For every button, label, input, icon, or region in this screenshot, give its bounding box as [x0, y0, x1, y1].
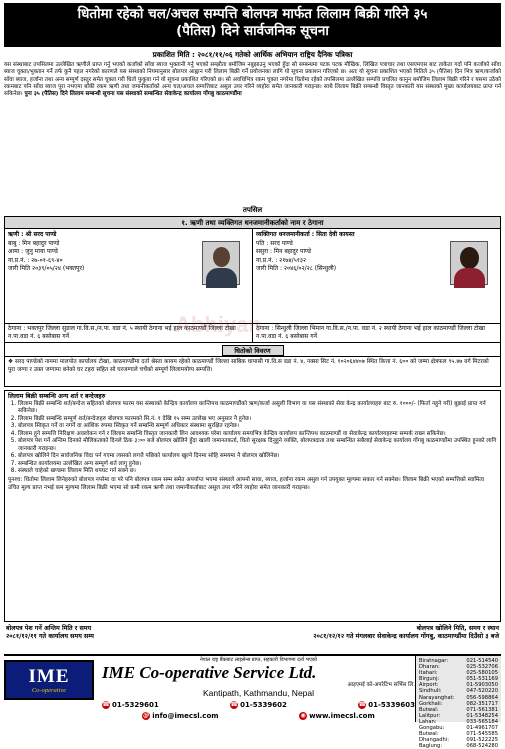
- phone-3-text: 01-5339603: [368, 701, 415, 709]
- phone-icon: ☎: [230, 701, 238, 708]
- term-item: 7. सम्बन्धित कार्यालयमा उल्लेखित अन्य सम्पूर्ण शर्त लागु हुनेछ।: [18, 461, 497, 469]
- branch-phone: 01-4961707: [466, 725, 498, 732]
- branch-phone: 082-351717: [466, 700, 498, 707]
- branch-phone: 051-531169: [466, 676, 498, 683]
- terms-section: [4, 390, 501, 622]
- collateral-section: [5, 342, 500, 386]
- phone-1-text: 01-5329601: [112, 701, 159, 709]
- borrower-detail: जारी मिति २०३९/०५/२४ (भक्तपुर): [8, 265, 85, 273]
- company-name: IME Co-operative Service Ltd.: [102, 663, 317, 682]
- branch-name: Lahan:: [419, 718, 437, 725]
- term-item: 5. बोलपत्र पेश गर्ने अन्तिम दिनको मौलिकताको दिनले ठिक ३:०० बजे बोलपत्र खोलिने हुँदा खाली जमानतकर्ता, धितो सुरक्षक दिनुहुने व्यक्ति, बोलपत्रदाता तथा सम्बन्धित सबैलाई सेवाकेन्द्र कार्यालय गोंगबु काठमाण्डौंमा उपस्थित हुनको लागि जानकारी गराइन्छ।: [18, 438, 497, 453]
- branch-name: Itahari:: [419, 670, 438, 677]
- website-text: www.imecsl.com: [309, 712, 375, 720]
- term-item: 6. बोलपत्र खोलिने दिन सार्वजनिक विदा पर्न गएमा त्यसको लगत्तै पछिको कार्यालय खुल्ने दिनमा सोहि समयमा नै बोलपत्र खोलिनेछ।: [18, 453, 497, 461]
- email-icon: @: [143, 712, 150, 719]
- branch-phone: 068-524280: [466, 743, 498, 749]
- deadline-row: [4, 625, 501, 641]
- branch-name: Gorkhali:: [419, 700, 443, 707]
- headline-line-1: धितोमा रहेको चल/अचल सम्पत्ति बोलपत्र मार्फत लिलाम बिक्री गरिने ३५: [77, 6, 428, 22]
- notice-body-bold: पुनः ३५ (पैतिस) दिने लिलाम सम्बन्धी सूचना यस संस्थाको सम्बन्धित सेवाकेन्द्र कार्यालय गोंगबु काठमाण्डौंमा: [24, 91, 242, 98]
- headline-line-2: (पैतिस) दिने सार्वजनिक सूचना: [176, 23, 329, 39]
- email-text: info@imecsl.com: [152, 712, 219, 720]
- branch-phone: 033-565184: [466, 718, 498, 725]
- logo-block: [4, 656, 96, 722]
- notice-headline: [4, 3, 501, 47]
- phone-2[interactable]: [230, 701, 287, 709]
- guarantor-detail: पति : सरद पाण्डे: [256, 239, 293, 247]
- notice-body-text: यस संस्थाबाट तपसिलमा उल्लेखित ऋणीले प्राप्त गर्नु भएको कर्जाको साँवा ब्याज भुक्तानी गर्नु भएको सम्झौता बमोजिम नबुझाउनु भएको हुँदा सो सम्बन्धमा पटक पटक मौखिक, लिखित पत्राचार तथा एसएमएस बाट ताकेता गर्दा पनि कर्जाको साँवा ब्याज चुक्ता/भुक्तान गर्ने तर्फ कुनै पहल नगरेको कारणले यस संस्थाको नियमानुसार बोलपत्र आह्वान गरी लिलाम बिक्री गर्ने प्रयोजनका लागि यो सूचना प्रकाशन गरिएको छ। अतः यो सूचना प्रकाशित भएको मितिले ३५ (पैतिस) दिन भित्र ऋण/कर्जाको साँवा ब्याज, हर्जाना तथा अन्य सम्पूर्ण दस्तुर समेत चुक्ता गरी धितो फुकुवा गर्न यो सूचना प्रकाशित गरिएको छ। सो अवधिभित्र रकम चुक्ता नगरेमा धितोमा रहेको तपसिलमा उल्लेखित सम्पत्ति प्रचलित कानुन बमोजिम लिलाम बिक्री गरिने र यसमा उठेको रकमबाट पनि साँवा ब्याज पूरा नभएमा बाँकी रकम ऋणी तथा जमानीकर्ताको अन्य चल/अचल सम्पत्तिबाट असुल उपर गरिने व्यहोरा समेत जानकारी गराइन्छ। साथै लिलाम बिक्री सम्बन्धी विस्तृत जानकारी यस संस्थाको मुख्य कार्यालयबाट प्राप्त गर्न सकिनेछ।: [4, 62, 501, 98]
- contact-row: [102, 701, 415, 709]
- term-item: 4. लिलाम हुने सम्पत्ति निरिक्षण अवलोकन गर्न र लिलाम सम्बन्धि विस्तृत जानकारी लिन आवश्यक परेमा कार्यालय समयभित्र केन्द्रिय कार्यालय कान्तिपथ काठमाण्डौं वा सेवाकेन्द्र कार्यालयहरुमा सम्पर्क राख्न सकिनेछ।: [18, 431, 497, 439]
- publication-date: प्रकाशित मिति : २०८१/११/०६ गतेको आर्थिक अभियान राष्ट्रिय दैनिक पत्रिका: [152, 50, 353, 59]
- party-table-heading: १. ऋणी तथा व्यक्तिगत धनजमानीकर्ताको नाम र ठेगाना: [5, 217, 500, 229]
- branch-phone: 025-532706: [466, 664, 498, 671]
- term-item: 3. बोलपत्र स्विकृत गर्ने वा नगर्ने वा आंशिक रुपमा स्विकृत गर्ने सम्बन्धि सम्पूर्ण अधिकार संस्थामा सुरक्षित रहनेछ।: [18, 423, 497, 431]
- company-name-nepali: आइएमई को-अपरेटिभ सर्भिस लि.: [347, 682, 415, 688]
- terms-note: पुनश्च: धितोमा लिलाम लिनेहरुको बोलपत्र नपरेमा वा परे पनि बोलपत्र रकम सम्म समेत अपर्याप्त भएमा संस्थाले आफ्नो सावा, ब्याज, हर्जाना रकम असुल गर्न उपयुक्त मूल्यमा सकार गर्न सक्नेछ। लिलाम बिक्री भएको सम्पत्तिको स्वामित्व उचित मूल्य प्राप्त नभई कम मूल्यमा लिलाम बिक्री भएमा सो कमी रकम ऋणी तथा जमानीकर्ताबाट असुल उपर गरिने व्यहोरा समेत जानकारी गराइन्छ।: [8, 477, 484, 491]
- phone-icon: ☎: [102, 701, 110, 708]
- term-item: 2. लिलाम बिक्री सम्बन्धि सम्पूर्ण शर्त/बन्देजहरु बोलपत्र फारमको सि.नं. १ देखि १५ सम्म उल्लेख भए अनुसार नै हुनेछ।: [18, 416, 497, 424]
- party-table: [4, 216, 501, 387]
- guarantor-address: ठेगाना : सिन्धुली जिल्ला भिमान गा.वि.स./न.पा. वडा नं. २ स्थायी ठेगाना भई हाल काठमाण्डौं जिल्ला टोखा न.पा.वडा नं. ६ बसोबास गर्ने: [252, 324, 500, 342]
- terms-list: [8, 401, 497, 476]
- branch-name: Dharan:: [419, 664, 440, 671]
- website-link[interactable]: [299, 712, 375, 720]
- branch-phone: 071-545585: [466, 731, 498, 738]
- branch-phone: 071-561381: [466, 706, 498, 713]
- watermark: Abhiyan: [175, 312, 262, 337]
- logo-subtext: Co-operative: [31, 686, 67, 694]
- branch-name: Lalitpur:: [419, 712, 441, 719]
- guarantor-detail: ससुरा : मिन बहादुर पाण्डे: [256, 248, 312, 256]
- phone-1[interactable]: [102, 701, 159, 709]
- branch-name: Sindhuli:: [419, 688, 442, 695]
- terms-title: लिलाम बिक्री सम्बन्धि अन्य शर्त र बन्देजहरु: [8, 393, 106, 400]
- branch-phone: 025-580105: [466, 670, 498, 677]
- submission-label: बोलपत्र पेश गर्ने अन्तिम मिति र समय: [6, 625, 92, 632]
- opening-schedule: [257, 625, 499, 641]
- branch-phone: 091-522225: [466, 737, 498, 744]
- collateral-description: ❖ सरद पाण्डेको नाममा मालपोत कार्यालय टोखा, काठमाण्डौंमा दर्ता श्रेस्ता कायम रहेको काठमाण्डौं जिल्ला साबिक धापासी गा.वि.स वडा नं. ४, नक्सा सिट नं. १०२०६४४०७ स्थित कित्ता नं. ६०० को जम्मा क्षेत्रफल ९५.४७ वर्ग मिटरको पुरा जग्गा र उक्त जग्गामा बनेको घर टहरा सहित सो घरजग्गाले चर्चेको सम्पूर्ण लिलामयोग्य सम्पत्ति।: [5, 356, 500, 386]
- party-row: [5, 229, 500, 323]
- branch-name: Butwal:: [419, 706, 439, 713]
- submission-deadline: [6, 625, 248, 641]
- web-row: [102, 712, 415, 720]
- borrower-photo: [202, 241, 240, 285]
- globe-icon: ◉: [300, 712, 306, 719]
- opening-value: २०८१/१२/१२ गते मंगलबार सेवाकेन्द्र कार्यालय गोंगबु, काठमाण्डौंमा दिउँसो ३ बजे: [313, 633, 499, 640]
- phone-icon: ☎: [358, 701, 366, 708]
- guarantor-photo: [450, 241, 488, 285]
- borrower-name: ऋणी : श्री सरद पाण्डे: [8, 231, 57, 238]
- guarantor-cell: [252, 229, 500, 323]
- tapashil-label: तपसिल: [242, 206, 263, 214]
- branch-list: [415, 656, 501, 749]
- branch-name: Airport:: [419, 682, 439, 689]
- submission-value: २०८१/१२/११ गते कार्यालय समय सम्म: [6, 633, 94, 640]
- branch-phone: 047-520220: [466, 688, 498, 695]
- guarantor-detail: ना.प्र.नं. : २१७४/५१३२: [256, 256, 307, 264]
- email-link[interactable]: [142, 712, 218, 720]
- phone-2-text: 01-5339602: [240, 701, 287, 709]
- term-item: 1. लिलाम बिक्री सम्बन्धि शर्त/बन्देज सहितको बोलपत्र फारम यस संस्थाको केन्द्रिय कार्यालय कान्तिपथ काठमाण्डौंको ऋण/कर्जा असुली विभाग वा यस संस्थाको सेवा केन्द्र कार्यालयहरु बाट रु. १०००/- (फिर्ता नहुने गरी) बुझाई प्राप्त गर्न सकिनेछ।: [18, 401, 497, 416]
- branch-name: Birgunj:: [419, 676, 440, 683]
- address-row: [5, 323, 500, 342]
- branch-name: Narayanghat:: [419, 694, 455, 701]
- company-info: [96, 656, 415, 722]
- branch-phone: 021-514540: [466, 658, 498, 664]
- branch-name: Dhangadhi:: [419, 737, 449, 744]
- term-item: 8. संस्थाले चाहेको खण्डमा लिलाम मिति थपघट गर्न सक्ने छ।: [18, 468, 497, 476]
- guarantor-name: व्यक्तिगत धनजमानीकर्ता : सिता देवी कायस्त: [256, 231, 355, 238]
- branch-name: Biratnagar:: [419, 658, 449, 664]
- company-footer: [4, 654, 501, 749]
- branch-phone: 01-5348254: [466, 712, 498, 719]
- opening-label: बोलपत्र खोलिने मिति, समय र स्थान: [416, 625, 499, 632]
- branch-item: [419, 743, 498, 749]
- borrower-cell: [5, 229, 252, 323]
- collateral-heading: धितोको विवरण: [222, 345, 284, 356]
- branch-name: Butwal:: [419, 731, 439, 738]
- borrower-detail: ना.प्र.नं. : २७-०१-६९-४०: [8, 256, 63, 264]
- company-location: Kantipath, Kathmandu, Nepal: [202, 688, 315, 698]
- ime-logo: [4, 660, 94, 700]
- borrower-detail: बाबु : मिन बहादुर पाण्डे: [8, 239, 60, 247]
- logo-text: IME: [28, 665, 70, 687]
- notice-body: [4, 62, 501, 204]
- phone-3[interactable]: [358, 701, 415, 709]
- borrower-detail: आमा : जुनु माया पाण्डे: [8, 248, 58, 256]
- company-tagline: नेपाल राष्ट्र बैंकबाट लाइसेन्स प्राप्त, सहकारी विभागमा दर्ता भएको: [200, 657, 317, 663]
- guarantor-detail: जारी मिति : २०४६/०२/२८ (सिन्धुली): [256, 265, 337, 273]
- borrower-address: ठेगाना : भक्तपुर जिल्ला सुडाल गा.वि.स./न.पा. वडा नं. ५ स्थायी ठेगाना भई हाल काठमाण्डौं जिल्ला टोखा न.पा.वडा नं. ६ बसोबास गर्ने: [8, 325, 236, 340]
- branch-name: Gongabu:: [419, 725, 445, 732]
- branch-name: Baglung:: [419, 743, 443, 749]
- branch-phone: 056-598864: [466, 694, 498, 701]
- branch-phone: 01-5903050: [466, 682, 498, 689]
